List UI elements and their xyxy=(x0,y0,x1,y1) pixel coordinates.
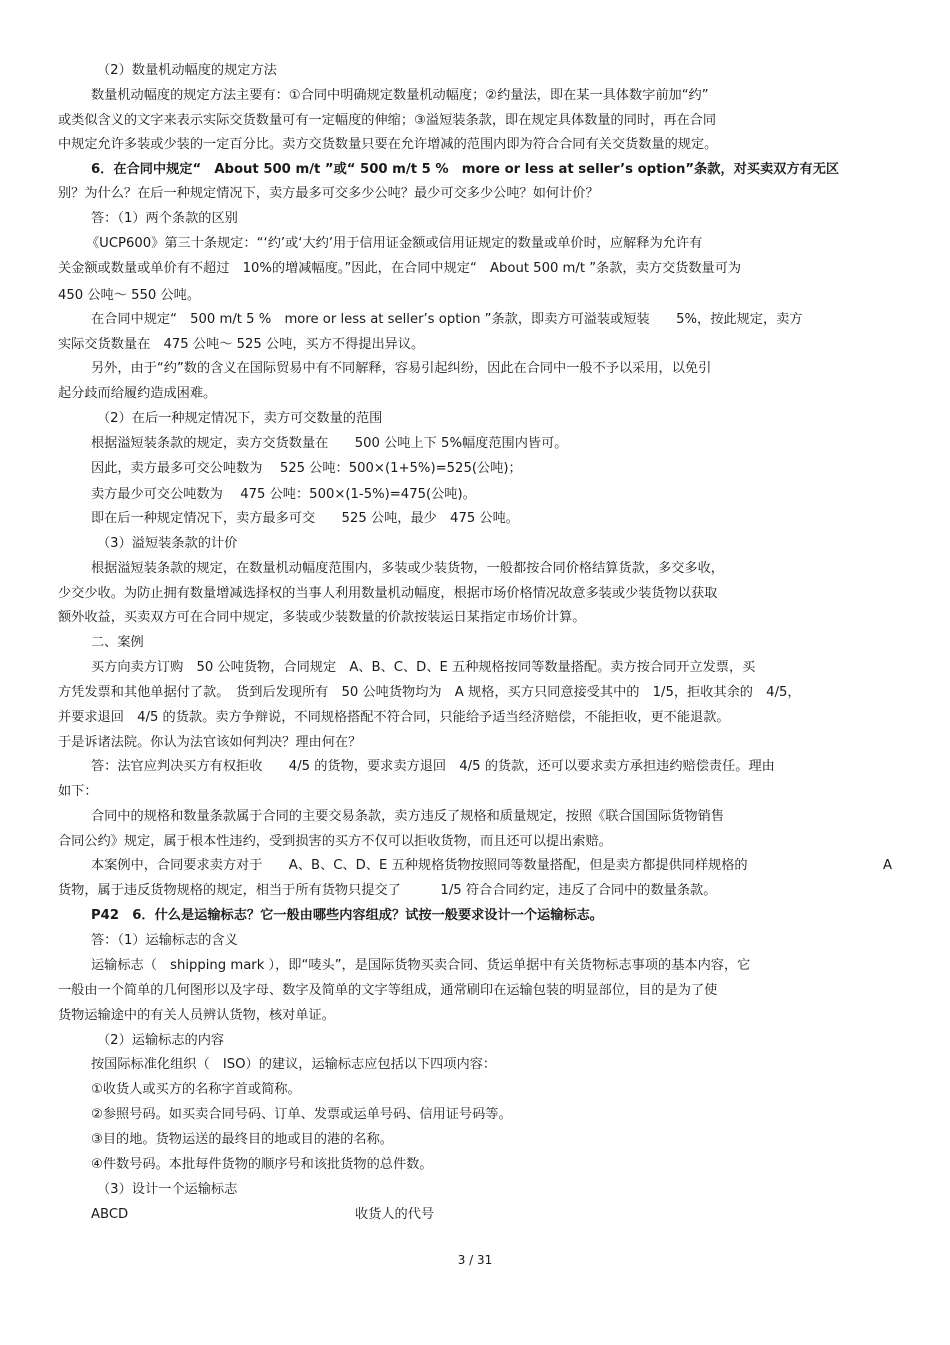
paragraph-line: 中规定允许多装或少装的一定百分比。卖方交货数量只要在允许增减的范围内即为符合合同有关交货数量的规定。 xyxy=(58,137,718,152)
list-item: ①收货人或买方的名称字首或简称。 xyxy=(91,1082,301,1097)
paragraph-line: 根据溢短装条款的规定，在数量机动幅度范围内，多装或少装货物，一般都按合同价格结算货款，多交多收， xyxy=(91,561,724,576)
paragraph-line: 货物，属于违反货物规格的规定，相当于所有货物只提交了 1/5 符合合同约定，违反了合同中的数量条款。 xyxy=(58,883,717,898)
paragraph-line: 另外，由于“约”数的含义在国际贸易中有不同解释，容易引起纠纷，因此在合同中一般不予以采用，以免引 xyxy=(91,361,712,376)
paragraph-line: 并要求退回 4/5 的货款。卖方争辩说，不同规格搭配不符合同，只能给予适当经济赔偿，不能拒收，更不能退款。 xyxy=(58,710,730,725)
question-6-line: 6．在合同中规定“ About 500 m/t ”或“ 500 m/t 5 % more or less at seller’s option”条款，对买卖双方有无区 xyxy=(91,162,840,177)
paragraph-line: 或类似含义的文字来表示实际交货数量可有一定幅度的伸缩；③溢短装条款，即在规定具体数量的同时，再在合同 xyxy=(58,113,717,128)
shipping-mark-description: 收货人的代号 xyxy=(355,1207,435,1222)
question-6-line: 别？为什么？在后一种规定情况下，卖方最多可交多少公吨？最少可交多少公吨？如何计价？ xyxy=(58,186,599,201)
paragraph-line: 运输标志（ shipping mark ），即“唛头”，是国际货物买卖合同、货运单据中有关货物标志事项的基本内容，它 xyxy=(91,958,751,973)
paragraph-line: 合同中的规格和数量条款属于合同的主要交易条款，卖方违反了规格和质量规定，按照《联合国国际货物销售 xyxy=(91,809,724,824)
section-heading: （3）溢短装条款的计价 xyxy=(97,536,238,551)
question-p42-line: P42 6．什么是运输标志？它一般由哪些内容组成？试按一般要求设计一个运输标志。 xyxy=(91,908,603,923)
answer-heading: 答：（1）两个条款的区别 xyxy=(91,211,238,226)
section-heading: 二、案例 xyxy=(91,635,144,650)
paragraph-line: 在合同中规定“ 500 m/t 5 % more or less at seller’s option ”条款，即卖方可溢装或短装 5%，按此规定，卖方 xyxy=(91,312,803,327)
paragraph-line: 方凭发票和其他单据付了款。 货到后发现所有 50 公吨货物均为 A 规格，买方只同意接受其中的 1/5，拒收其余的 4/5， xyxy=(58,685,801,700)
paragraph-line: 因此，卖方最多可交公吨数为 525 公吨：500×(1+5%)=525(公吨)； xyxy=(91,461,522,476)
shipping-mark-code: ABCD xyxy=(91,1207,129,1222)
paragraph-line: 按国际标准化组织（ ISO）的建议，运输标志应包括以下四项内容： xyxy=(91,1057,497,1072)
section-heading: （3）设计一个运输标志 xyxy=(97,1182,238,1197)
paragraph-line: 实际交货数量在 475 公吨～ 525 公吨，买方不得提出异议。 xyxy=(58,337,425,352)
paragraph-line: 本案例中，合同要求卖方对于 A、B、C、D、E 五种规格货物按照同等数量搭配，但是卖方都提供同样规格的 xyxy=(91,858,748,873)
paragraph-line: 货物运输途中的有关人员辨认货物，核对单证。 xyxy=(58,1008,335,1023)
paragraph-line: 数量机动幅度的规定方法主要有：①合同中明确规定数量机动幅度；②约量法，即在某一具体数字前加“约” xyxy=(91,88,709,103)
list-item: ③目的地。货物运送的最终目的地或目的港的名称。 xyxy=(91,1132,393,1147)
paragraph-line: 卖方最少可交公吨数为 475 公吨：500×(1-5%)=475(公吨)。 xyxy=(91,487,476,502)
paragraph-line: 起分歧而给履约造成困难。 xyxy=(58,386,217,401)
paragraph-line: 如下： xyxy=(58,784,98,799)
paragraph-line: 答：法官应判决买方有权拒收 4/5 的货物，要求卖方退回 4/5 的货款，还可以要求卖方承担违约赔偿责任。理由 xyxy=(91,759,775,774)
paragraph-line: 买方向卖方订购 50 公吨货物，合同规定 A、B、C、D、E 五种规格按同等数量搭配。卖方按合同开立发票，买 xyxy=(91,660,756,675)
paragraph-line: 额外收益，买卖双方可在合同中规定，多装或少装数量的价款按装运日某指定市场价计算。 xyxy=(58,610,586,625)
section-heading: （2）运输标志的内容 xyxy=(97,1033,225,1048)
section-heading: （2）在后一种规定情况下，卖方可交数量的范围 xyxy=(97,411,383,426)
paragraph-line-tail: A xyxy=(883,858,893,873)
paragraph-line: 合同公约》规定，属于根本性违约，受到损害的买方不仅可以拒收货物，而且还可以提出索赔。 xyxy=(58,834,612,849)
page-number: 3 / 31 xyxy=(457,1253,493,1267)
paragraph-line: 关金额或数量或单价有不超过 10%的增减幅度。”因此，在合同中规定“ About 500 m/t ”条款，卖方交货数量可为 xyxy=(58,261,742,276)
list-item: ④件数号码。本批每件货物的顺序号和该批货物的总件数。 xyxy=(91,1157,433,1172)
paragraph-line: 《UCP600》第三十条规定：“‘约’或‘大约’用于信用证金额或信用证规定的数量或单价时，应解释为允许有 xyxy=(86,236,703,251)
paragraph-line: 一般由一个简单的几何图形以及字母、数字及简单的文字等组成，通常刷印在运输包装的明显部位，目的是为了使 xyxy=(58,983,718,998)
section-heading: （2）数量机动幅度的规定方法 xyxy=(97,63,277,78)
paragraph-line: 少交少收。为防止拥有数量增减选择权的当事人利用数量机动幅度，根据市场价格情况故意多装或少装货物以获取 xyxy=(58,586,718,601)
list-item: ②参照号码。如买卖合同号码、订单、发票或运单号码、信用证号码等。 xyxy=(91,1107,512,1122)
paragraph-line: 450 公吨～ 550 公吨。 xyxy=(58,288,201,303)
paragraph-line: 于是诉诸法院。你认为法官该如何判决？理由何在？ xyxy=(58,735,362,750)
paragraph-line: 根据溢短装条款的规定，卖方交货数量在 500 公吨上下 5%幅度范围内皆可。 xyxy=(91,436,568,451)
paragraph-line: 即在后一种规定情况下，卖方最多可交 525 公吨，最少 475 公吨。 xyxy=(91,511,519,526)
answer-heading: 答：（1）运输标志的含义 xyxy=(91,933,238,948)
